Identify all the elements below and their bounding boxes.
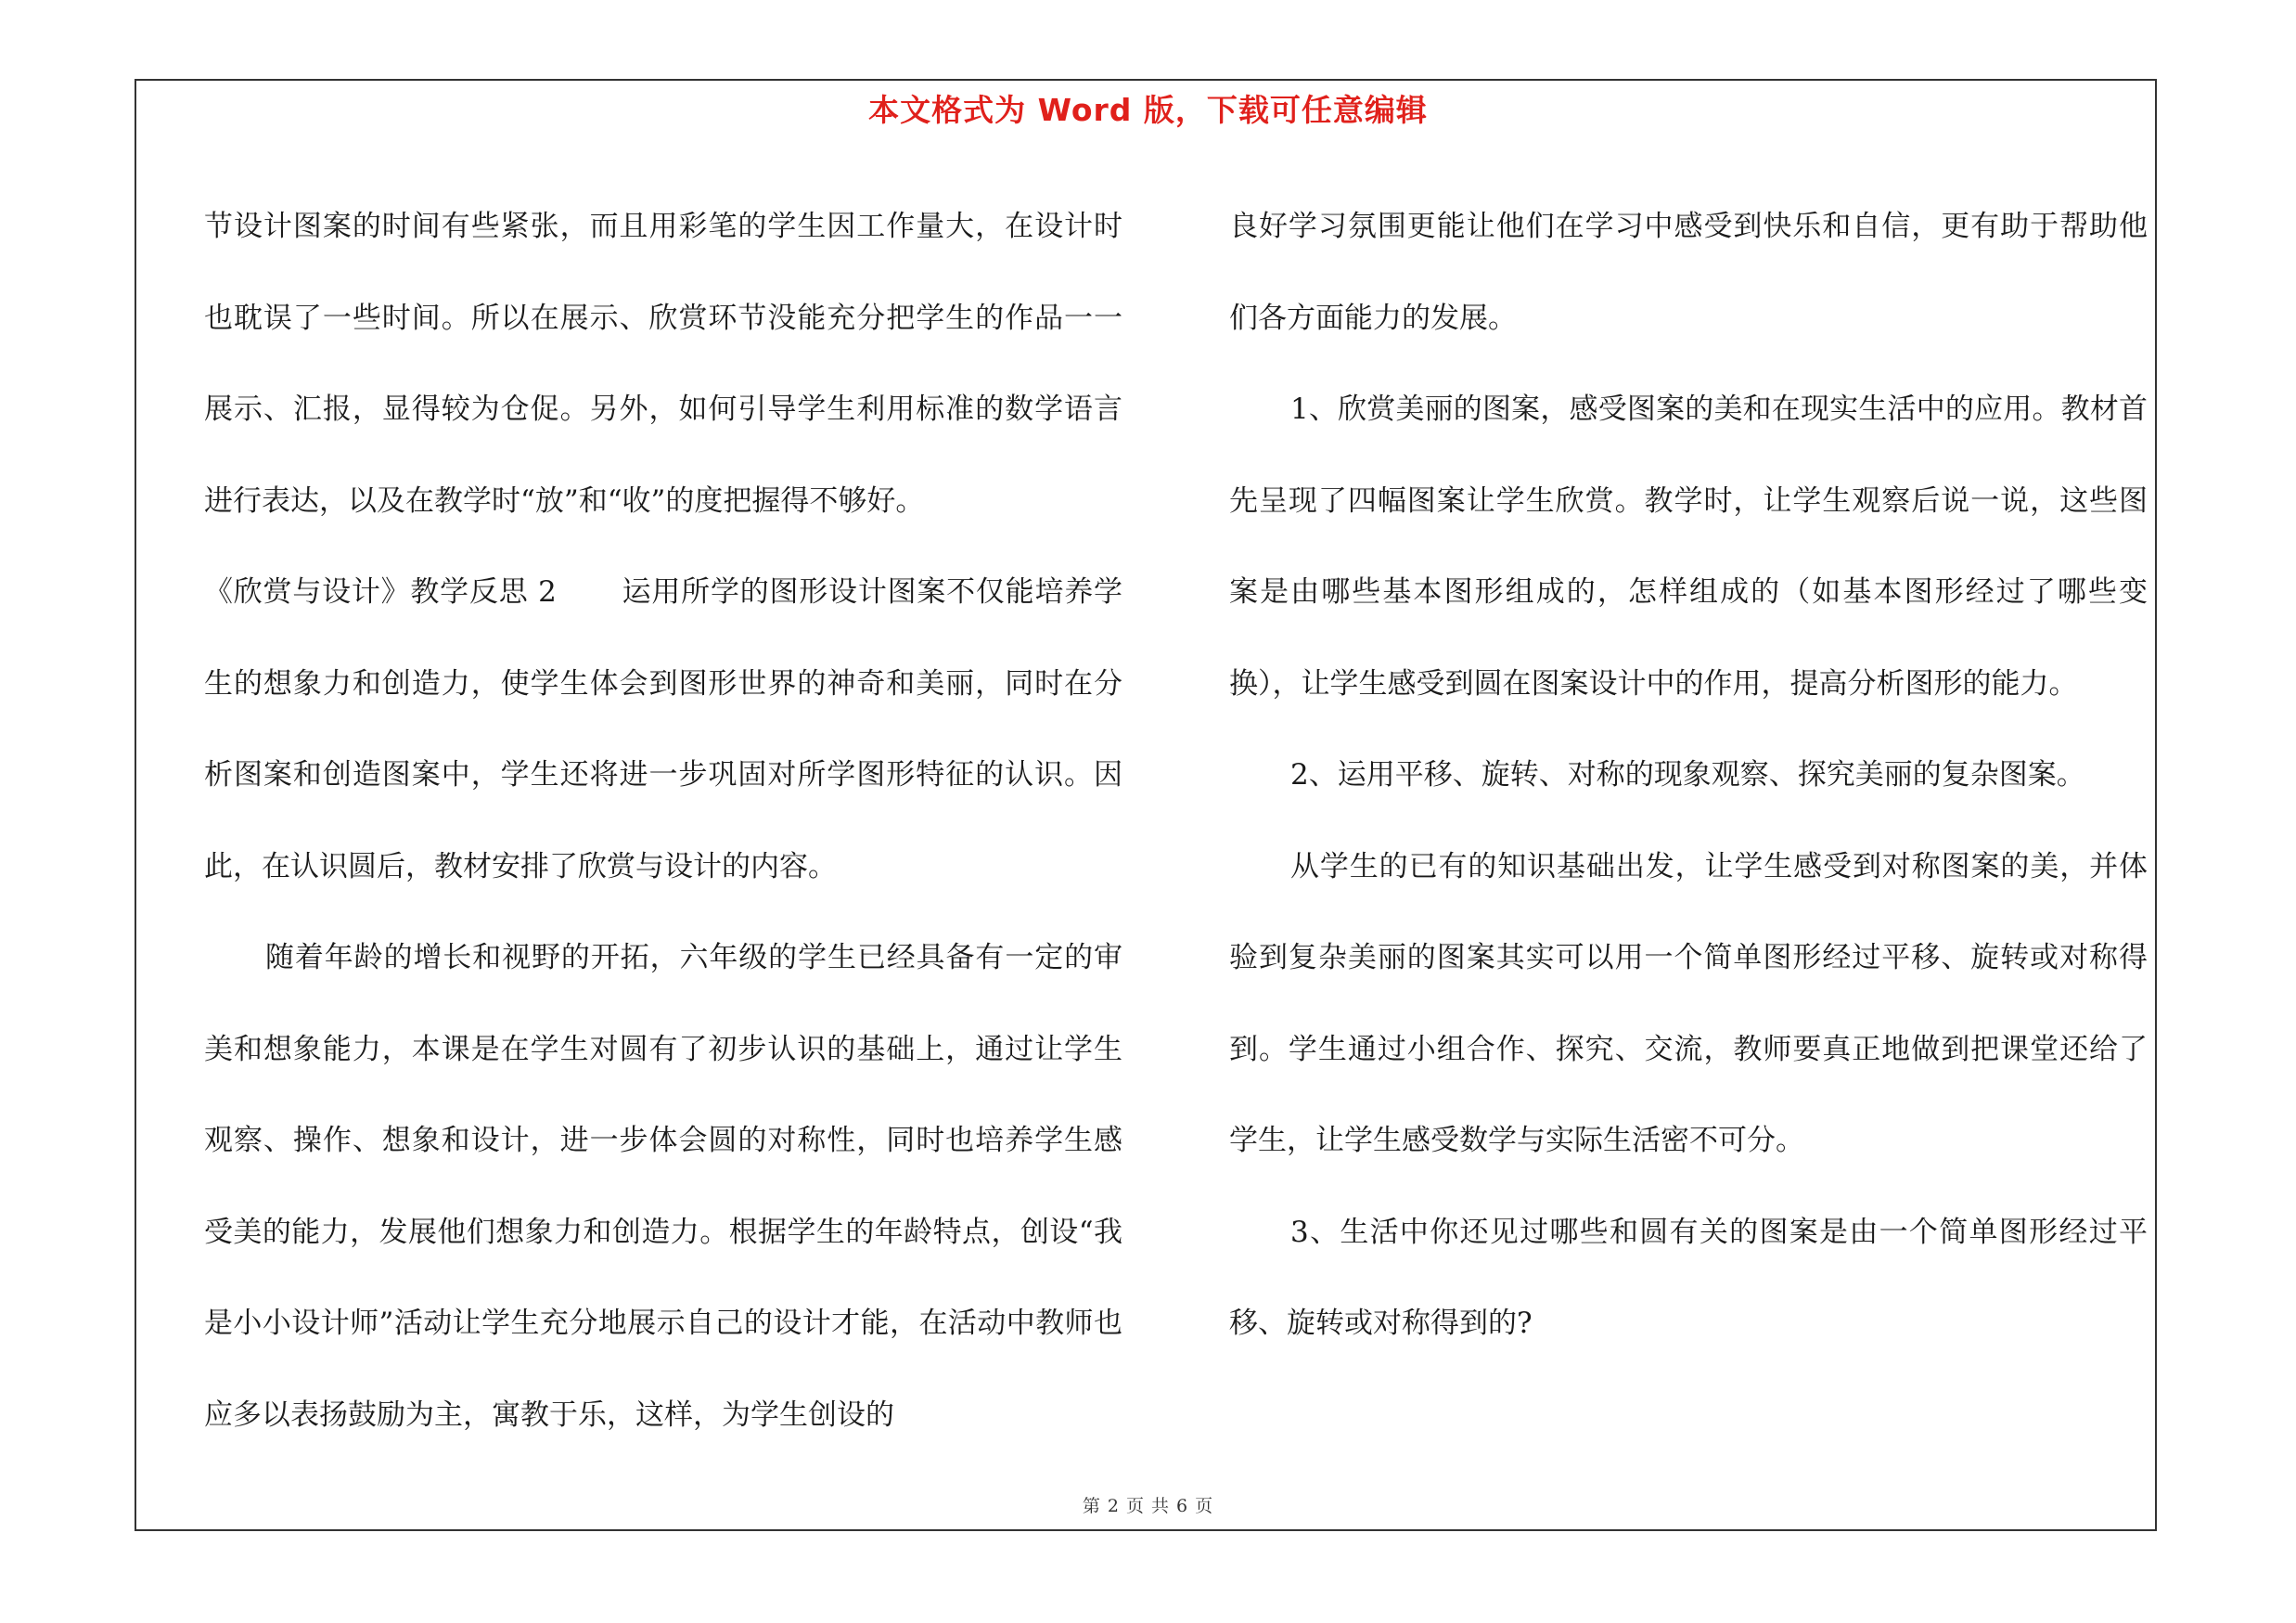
left-column <box>204 181 1122 1461</box>
format-banner-text: 本文格式为 Word 版，下载可任意编辑 <box>868 92 1428 128</box>
paragraph-text: 运用所学的图形设计图案不仅能培养学生的想象力和创造力，使学生体会到图形世界的神奇和美丽，同时在分析图案和创造图案中，学生还将进一步巩固对所学图形特征的认识。因此，在认识圆后，教材安排了欣赏与设计的内容。 <box>204 575 1123 883</box>
paragraph: 1、欣赏美丽的图案，感受图案的美和在现实生活中的应用。教材首先呈现了四幅图案让学生欣赏。教学时，让学生观察后说一说，这些图案是由哪些基本图形组成的，怎样组成的（如基本图形经过了哪些变换），让学生感受到圆在图案设计中的作用，提高分析图形的能力。 <box>1229 393 2148 701</box>
format-banner <box>0 86 2296 130</box>
page-number: 第 2 页 共 6 页 <box>1082 1496 1214 1516</box>
paragraph: 3、生活中你还见过哪些和圆有关的图案是由一个简单图形经过平移、旋转或对称得到的? <box>1229 1215 2148 1340</box>
paragraph: 2、运用平移、旋转、对称的现象观察、探究美丽的复杂图案。 <box>1290 758 2085 792</box>
section-title: 《欣赏与设计》教学反思 2 <box>204 575 557 609</box>
right-column <box>1229 181 2148 1370</box>
paragraph <box>204 547 1122 912</box>
paragraph: 随着年龄的增长和视野的开拓，六年级的学生已经具备有一定的审美和想象能力，本课是在学生对圆有了初步认识的基础上，通过让学生观察、操作、想象和设计，进一步体会圆的对称性，同时也培养学生感受美的能力，发展他们想象力和创造力。根据学生的年龄特点，创设“我是小小设计师”活动让学生充分地展示自己的设计才能，在活动中教师也应多以表扬鼓励为主，寓教于乐，这样，为学生创设的 <box>204 941 1122 1432</box>
paragraph: 良好学习氛围更能让他们在学习中感受到快乐和自信，更有助于帮助他们各方面能力的发展。 <box>1229 210 2148 335</box>
paragraph: 节设计图案的时间有些紧张，而且用彩笔的学生因工作量大，在设计时也耽误了一些时间。所以在展示、欣赏环节没能充分把学生的作品一一展示、汇报，显得较为仓促。另外，如何引导学生利用标准的数学语言进行表达，以及在教学时“放”和“收”的度把握得不够好。 <box>204 210 1122 518</box>
page-footer <box>0 1492 2296 1517</box>
paragraph: 从学生的已有的知识基础出发，让学生感受到对称图案的美，并体验到复杂美丽的图案其实可以用一个简单图形经过平移、旋转或对称得到。学生通过小组合作、探究、交流，教师要真正地做到把课堂还给了学生，让学生感受数学与实际生活密不可分。 <box>1229 849 2148 1157</box>
